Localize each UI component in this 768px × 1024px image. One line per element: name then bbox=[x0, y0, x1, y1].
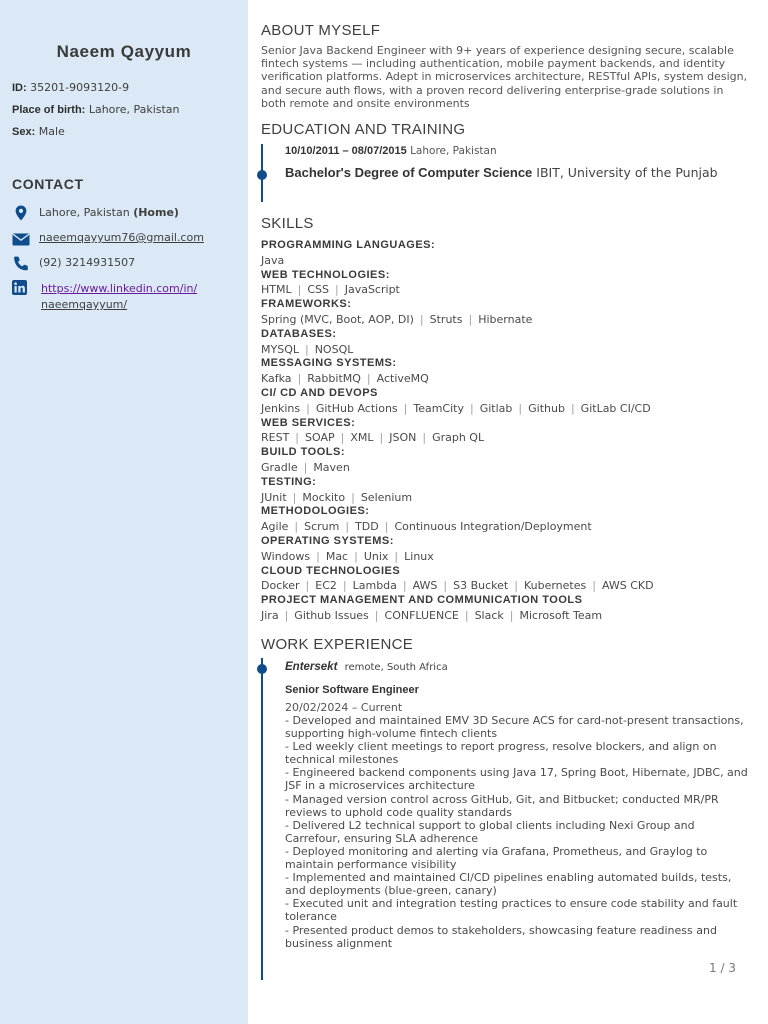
skill-separator: | bbox=[294, 520, 299, 534]
duty-item: - Engineered backend components using Java 17, Spring Boot, Hibernate, JDBC, and JSF in a microservices architecture bbox=[285, 766, 748, 793]
skill-values bbox=[261, 460, 751, 475]
email-link[interactable]: naeemqayyum76@gmail.com bbox=[39, 231, 204, 244]
company-name: Entersekt bbox=[285, 661, 338, 673]
skill-item: Jira bbox=[261, 608, 279, 622]
sidebar bbox=[0, 0, 248, 1024]
skill-values bbox=[261, 282, 751, 297]
location-pin-icon bbox=[12, 204, 30, 222]
skill-separator: | bbox=[443, 579, 448, 593]
skill-values bbox=[261, 608, 751, 623]
skill-item: GitHub Actions bbox=[315, 401, 398, 415]
skill-item: Gitlab bbox=[479, 401, 513, 415]
contact-heading: CONTACT bbox=[12, 176, 84, 192]
linkedin-link-line1[interactable]: https://www.linkedin.com/in/ bbox=[41, 282, 198, 295]
skill-item: JUnit bbox=[261, 490, 287, 504]
work-timeline-line bbox=[261, 658, 263, 980]
skill-item: Jenkins bbox=[261, 401, 301, 415]
id-row bbox=[12, 81, 129, 94]
linkedin-link-line2[interactable]: naeemqayyum/ bbox=[41, 298, 128, 311]
skill-separator: | bbox=[509, 608, 514, 622]
skill-category: DATABASES: bbox=[261, 327, 337, 340]
contact-location bbox=[39, 206, 179, 219]
skill-item: AWS bbox=[412, 579, 438, 593]
skill-category: CLOUD TECHNOLOGIES bbox=[261, 564, 401, 577]
skill-category: FRAMEWORKS: bbox=[261, 298, 352, 311]
duty-item: - Developed and maintained EMV 3D Secure ACS for card-not-present transactions, supporting high-volume fintech clients bbox=[285, 714, 744, 741]
birth-value: Lahore, Pakistan bbox=[88, 103, 180, 116]
education-degree-row bbox=[285, 165, 745, 181]
skill-separator: | bbox=[514, 579, 518, 593]
skills-list bbox=[261, 238, 751, 623]
skill-item: Docker bbox=[261, 579, 300, 593]
skill-separator: | bbox=[295, 431, 300, 445]
skill-separator: | bbox=[422, 431, 427, 445]
skill-item: Unix bbox=[363, 549, 389, 563]
skill-category: OPERATING SYSTEMS: bbox=[261, 534, 394, 547]
duty-item: - Managed version control across GitHub, Git, and Bitbucket; conducted MR/PR reviews to uphold code quality standards bbox=[285, 792, 719, 819]
duty-item: - Deployed monitoring and alerting via Grafana, Prometheus, and Graylog to maintain performance visibility bbox=[285, 844, 708, 872]
skill-separator: | bbox=[464, 608, 469, 622]
skill-values bbox=[261, 401, 751, 416]
duty-item: - Implemented and maintained CI/CD pipelines enabling automated builds, tests, and deployments (blue-green, canary) bbox=[285, 871, 732, 898]
skill-separator: | bbox=[394, 549, 399, 563]
duty-item: - Delivered L2 technical support to global clients including Nexi Group and Carrefour, ensuring SLA adherence bbox=[285, 818, 695, 845]
skill-separator: | bbox=[297, 283, 302, 297]
skill-category: WEB SERVICES: bbox=[261, 416, 356, 429]
about-heading: ABOUT MYSELF bbox=[261, 22, 381, 39]
skill-separator: | bbox=[374, 608, 379, 622]
skill-item: MYSQL bbox=[261, 342, 299, 356]
skill-item: Github Issues bbox=[294, 608, 369, 622]
skill-item: Microsoft Team bbox=[519, 608, 603, 622]
skill-item: TeamCity bbox=[413, 401, 464, 415]
company-location: remote, South Africa bbox=[344, 662, 448, 673]
skill-separator: | bbox=[379, 431, 384, 445]
skill-separator: | bbox=[345, 520, 350, 534]
skill-item: EC2 bbox=[315, 579, 337, 593]
skill-separator: | bbox=[468, 312, 473, 326]
skill-separator: | bbox=[366, 372, 371, 386]
skill-item: Windows bbox=[261, 549, 311, 563]
skill-separator: | bbox=[306, 401, 310, 415]
skill-item: Struts bbox=[429, 312, 463, 326]
location-text: Lahore, Pakistan bbox=[39, 206, 130, 219]
skill-item: AWS CKD bbox=[601, 579, 654, 593]
company-row bbox=[285, 661, 448, 673]
id-label: ID: bbox=[12, 82, 27, 94]
skill-values bbox=[261, 430, 751, 445]
location-tag: (Home) bbox=[133, 206, 179, 219]
id-value: 35201-9093120-9 bbox=[30, 81, 130, 94]
skill-category: WEB TECHNOLOGIES: bbox=[261, 268, 390, 281]
work-heading: WORK EXPERIENCE bbox=[261, 636, 414, 653]
skill-separator: | bbox=[592, 579, 596, 593]
skill-values bbox=[261, 312, 751, 327]
candidate-name: Naeem Qayyum bbox=[56, 42, 192, 61]
education-degree: Bachelor's Degree of Computer Science bbox=[285, 165, 533, 180]
skill-separator: | bbox=[402, 579, 407, 593]
skill-item: Github bbox=[528, 401, 565, 415]
skill-separator: | bbox=[342, 579, 347, 593]
skill-separator: | bbox=[419, 312, 424, 326]
skill-item: Hibernate bbox=[478, 312, 533, 326]
skill-item: Scrum bbox=[304, 520, 340, 534]
skill-values bbox=[261, 342, 751, 357]
skill-separator: | bbox=[403, 401, 408, 415]
skill-item: CSS bbox=[307, 283, 329, 297]
skill-separator: | bbox=[470, 401, 474, 415]
skill-category: CI/ CD AND DEVOPS bbox=[261, 386, 378, 399]
skill-item: Mockito bbox=[302, 490, 346, 504]
skill-item: Kubernetes bbox=[523, 579, 587, 593]
skill-separator: | bbox=[335, 283, 339, 297]
skill-item: Maven bbox=[313, 460, 350, 474]
skill-separator: | bbox=[518, 401, 523, 415]
skill-separator: | bbox=[284, 608, 289, 622]
mail-icon bbox=[12, 230, 30, 248]
duties-list bbox=[285, 714, 750, 950]
skill-values bbox=[261, 519, 751, 534]
skill-values bbox=[261, 578, 751, 593]
skill-separator: | bbox=[354, 549, 358, 563]
skill-item: Java bbox=[261, 253, 285, 267]
education-timeline-dot bbox=[257, 170, 267, 180]
skill-separator: | bbox=[351, 490, 355, 504]
skill-category: TESTING: bbox=[261, 475, 317, 488]
skill-item: TDD bbox=[355, 520, 379, 534]
skill-item: REST bbox=[261, 431, 290, 445]
skill-separator: | bbox=[384, 520, 389, 534]
job-title: Senior Software Engineer bbox=[285, 684, 419, 696]
skill-item: Gradle bbox=[261, 460, 298, 474]
skill-item: CONFLUENCE bbox=[384, 608, 459, 622]
birth-row bbox=[12, 103, 180, 116]
skill-item: Selenium bbox=[360, 490, 413, 504]
skill-item: Slack bbox=[474, 608, 504, 622]
work-timeline-dot bbox=[257, 664, 267, 674]
about-text: Senior Java Backend Engineer with 9+ years of experience designing secure, scalable fintech systems — including authentication, mobile payment backends, and identity verification platforms. Adept in microservices architecture, RESTful APIs, system design, and secure auth flows, with a proven record delivering enterprise-grade solutions in both remote and onsite environments bbox=[261, 44, 748, 110]
skill-item: GitLab CI/CD bbox=[580, 401, 651, 415]
skill-category: METHODOLOGIES: bbox=[261, 505, 370, 518]
skill-item: Mac bbox=[325, 549, 349, 563]
skill-values bbox=[261, 371, 751, 386]
skill-item: S3 Bucket bbox=[453, 579, 509, 593]
page-indicator: 1 / 3 bbox=[709, 961, 736, 975]
skill-category: MESSAGING SYSTEMS: bbox=[261, 357, 397, 370]
skill-item: Linux bbox=[404, 549, 434, 563]
duty-item: - Presented product demos to stakeholders, showcasing feature readiness and business alignment bbox=[285, 923, 717, 950]
skill-item: SOAP bbox=[305, 431, 335, 445]
skill-item: ActiveMQ bbox=[376, 372, 429, 386]
job-period: 20/02/2024 – Current bbox=[285, 701, 403, 714]
skill-category: BUILD TOOLS: bbox=[261, 446, 346, 459]
education-heading: EDUCATION AND TRAINING bbox=[261, 121, 466, 138]
skill-item: Kafka bbox=[261, 372, 292, 386]
phone-icon bbox=[12, 255, 30, 273]
skill-values bbox=[261, 490, 751, 505]
linkedin-icon bbox=[12, 280, 27, 295]
skill-item: XML bbox=[350, 431, 374, 445]
education-location: Lahore, Pakistan bbox=[410, 145, 497, 157]
skill-item: HTML bbox=[261, 283, 292, 297]
skill-separator: | bbox=[316, 549, 320, 563]
skill-item: Lambda bbox=[352, 579, 397, 593]
skill-item: Graph QL bbox=[432, 431, 485, 445]
skill-separator: | bbox=[305, 579, 310, 593]
sex-label: Sex: bbox=[12, 126, 36, 138]
skill-item: Spring (MVC, Boot, AOP, DI) bbox=[261, 312, 414, 326]
sex-row bbox=[12, 125, 65, 138]
skill-separator: | bbox=[570, 401, 575, 415]
skills-heading: SKILLS bbox=[261, 215, 314, 232]
phone-number: (92) 3214931507 bbox=[39, 256, 136, 269]
skill-item: Continuous Integration/Deployment bbox=[394, 520, 592, 534]
skill-separator: | bbox=[297, 372, 302, 386]
skill-item: RabbitMQ bbox=[307, 372, 361, 386]
skill-values bbox=[261, 253, 751, 268]
skill-separator: | bbox=[292, 490, 297, 504]
skill-category: PROGRAMMING LANGUAGES: bbox=[261, 239, 436, 251]
duty-item: - Executed unit and integration testing practices to ensure code stability and fault tolerance bbox=[285, 897, 738, 924]
skill-separator: | bbox=[303, 460, 308, 474]
skill-separator: | bbox=[340, 431, 345, 445]
skill-separator: | bbox=[304, 342, 309, 356]
education-dates: 10/10/2011 – 08/07/2015 bbox=[285, 145, 407, 157]
education-institution: IBIT, University of the Punjab bbox=[536, 165, 718, 180]
duty-item: - Led weekly client meetings to report progress, resolve blockers, and align on technical milestones bbox=[285, 740, 717, 767]
skill-values bbox=[261, 549, 751, 564]
education-dates-row bbox=[285, 145, 497, 157]
skill-item: JSON bbox=[389, 431, 417, 445]
skill-item: NOSQL bbox=[314, 342, 354, 356]
sex-value: Male bbox=[38, 125, 65, 138]
skill-category: PROJECT MANAGEMENT AND COMMUNICATION TOOLS bbox=[261, 594, 583, 607]
skill-item: Agile bbox=[261, 520, 289, 534]
skill-item: JavaScript bbox=[344, 283, 400, 297]
birth-label: Place of birth: bbox=[12, 104, 86, 116]
